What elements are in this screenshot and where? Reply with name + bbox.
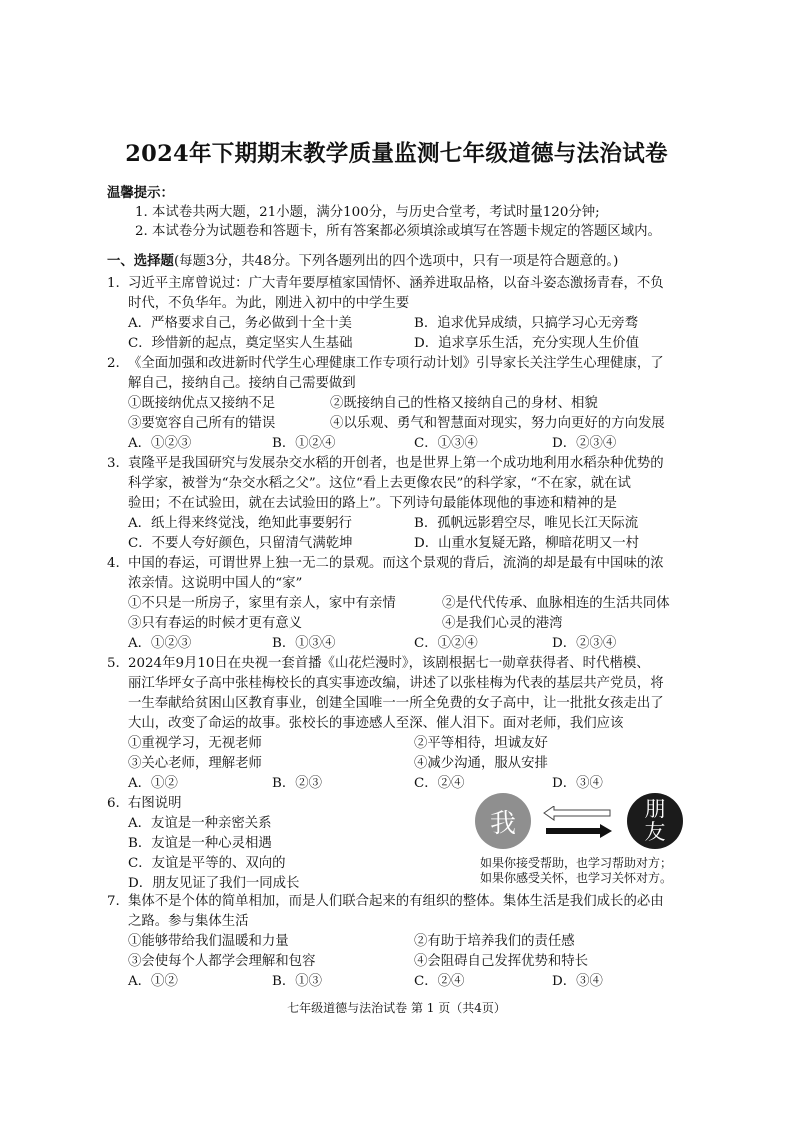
statement-item: ①不只是一所房子，家里有亲人，家中有亲情 — [128, 596, 396, 611]
question-number: 7. — [107, 894, 120, 909]
figure-caption: 如果你接受帮助，也学习帮助对方； — [480, 856, 673, 870]
option-b: B．①③④ — [272, 636, 336, 651]
friend-label-2: 友 — [644, 820, 666, 844]
option-a: A．①②③ — [128, 436, 192, 451]
me-circle — [475, 793, 531, 849]
question-stem: 时代，不负华年。为此，刚进入初中的中学生要 — [128, 296, 410, 311]
option-a: A．友谊是一种亲密关系 — [128, 816, 272, 831]
question-number: 4. — [107, 556, 120, 571]
option-b: B．①③ — [272, 974, 323, 989]
question-number: 5. — [107, 656, 120, 671]
statement-item: ②平等相待，坦诚友好 — [414, 736, 548, 751]
option-c: C．友谊是平等的、双向的 — [128, 856, 286, 871]
question-stem: 之路。参与集体生活 — [128, 914, 249, 929]
statement-item: ③关心老师，理解老师 — [128, 756, 262, 771]
section-header — [107, 255, 618, 268]
option-b: B．友谊是一种心灵相遇 — [128, 836, 272, 851]
option-d: D．③④ — [552, 974, 603, 989]
question-stem: 中国的春运，可谓世界上独一无二的景观。而这个景观的背后，流淌的却是最有中国味的浓 — [128, 556, 664, 571]
question-number: 2. — [107, 356, 120, 371]
option-d: D．②③④ — [552, 436, 617, 451]
statement-item: ①能够带给我们温暖和力量 — [128, 934, 289, 949]
question-stem: 科学家，被誉为“杂交水稻之父”。这位“看上去更像农民”的科学家，“不在家，就在试 — [128, 476, 631, 491]
question-stem: 解自己，接纳自己。接纳自己需要做到 — [128, 376, 356, 391]
option-a: A．①②③ — [128, 636, 192, 651]
option-d: D．追求享乐生活，充分实现人生价值 — [414, 336, 639, 351]
option-a: A．①② — [128, 776, 178, 791]
two-way-arrows — [542, 806, 614, 840]
question-stem: 丽江华坪女子高中张桂梅校长的真实事迹改编，讲述了以张桂梅为代表的基层共产党员，将 — [128, 676, 664, 691]
question-stem: 大山，改变了命运的故事。张校长的事迹感人至深、催人泪下。面对老师，我们应该 — [128, 716, 624, 731]
option-c: C．珍惜新的起点，奠定坚实人生基础 — [128, 336, 353, 351]
hollow-arrow-left-icon — [544, 806, 610, 820]
statement-item: ③要宽容自己所有的错误 — [128, 416, 276, 431]
question-stem: 袁隆平是我国研究与发展杂交水稻的开创者，也是世界上第一个成功地利用水稻杂种优势的 — [128, 456, 664, 471]
statement-item: ②既接纳自己的性格又接纳自己的身材、相貌 — [330, 396, 598, 411]
option-c: C．不要人夸好颜色，只留清气满乾坤 — [128, 536, 353, 551]
option-a: A．严格要求自己，务必做到十全十美 — [128, 316, 352, 331]
question-stem: 右图说明 — [128, 796, 182, 811]
tip-item: 2. 本试卷分为试题卷和答题卡，所有答案都必须填涂或填写在答题卡规定的答题区域内。 — [135, 224, 661, 239]
page-title: 2024年下期期末教学质量监测七年级道德与法治试卷 — [125, 141, 668, 167]
question-stem: 验田；不在试验田，就在去试验田的路上”。下列诗句最能体现他的事迹和精神的是 — [128, 496, 617, 511]
section-desc: (每题3分，共48分。下列各题列出的四个选项中，只有一项是符合题意的。) — [173, 254, 619, 269]
statement-item: ②有助于培养我们的责任感 — [414, 934, 575, 949]
question-stem: 一生奉献给贫困山区教育事业，创建全国唯一一所全免费的女子高中，让一批批女孩走出了 — [128, 696, 664, 711]
statement-item: ③只有春运的时候才更有意义 — [128, 616, 303, 631]
page-footer: 七年级道德与法治试卷 第 1 页（共4页） — [287, 1001, 506, 1015]
option-a: A．①② — [128, 974, 178, 989]
friend-label-1: 朋 — [644, 796, 666, 821]
friendship-figure — [470, 792, 695, 885]
option-c: C．②④ — [414, 974, 465, 989]
question-number: 1. — [107, 276, 120, 291]
statement-item: ④会阻碍自己发挥优势和特长 — [414, 954, 589, 969]
figure-caption: 如果你感受关怀，也学习关怀对方。 — [480, 871, 673, 885]
tip-item: 1. 本试卷共两大题，21小题，满分100分，与历史合堂考，考试时量120分钟; — [135, 205, 600, 220]
option-c: C．①②④ — [414, 636, 478, 651]
option-d: D．朋友见证了我们一同成长 — [128, 876, 300, 891]
statement-item: ①重视学习，无视老师 — [128, 736, 262, 751]
statement-item: ①既接纳优点又接纳不足 — [128, 396, 276, 411]
option-a: A．纸上得来终觉浅，绝知此事要躬行 — [128, 516, 352, 531]
statement-item: ④减少沟通，服从安排 — [414, 756, 548, 771]
option-d: D．③④ — [552, 776, 603, 791]
question-stem: 集体不是个体的简单相加，而是人们联合起来的有组织的整体。集体生活是我们成长的必由 — [128, 894, 664, 909]
option-d: D．②③④ — [552, 636, 617, 651]
option-c: C．①③④ — [414, 436, 478, 451]
solid-arrow-right-icon — [546, 824, 612, 838]
option-b: B．②③ — [272, 776, 323, 791]
statement-item: ④以乐观、勇气和智慧面对现实，努力向更好的方向发展 — [330, 416, 665, 431]
question-stem: 2024年9月10日在央视一套首播《山花烂漫时》，该剧根据七一勋章获得者、时代楷模、 — [128, 656, 650, 671]
friend-circle — [627, 793, 683, 849]
section-label: 一、选择题 — [107, 253, 174, 269]
option-c: C．②④ — [414, 776, 465, 791]
tips-heading: 温馨提示： — [107, 185, 174, 201]
option-d: D．山重水复疑无路，柳暗花明又一村 — [414, 536, 639, 551]
statement-item: ②是代代传承、血脉相连的生活共同体 — [442, 596, 670, 611]
question-stem: 习近平主席曾说过：广大青年要厚植家国情怀、涵养进取品格，以奋斗姿态激扬青春，不负 — [128, 276, 664, 291]
option-b: B．追求优异成绩，只搞学习心无旁骛 — [414, 316, 639, 331]
statement-item: ④是我们心灵的港湾 — [442, 616, 563, 631]
statement-item: ③会使每个人都学会理解和包容 — [128, 954, 316, 969]
option-b: B．孤帆远影碧空尽，唯见长江天际流 — [414, 516, 639, 531]
question-stem: 《全面加强和改进新时代学生心理健康工作专项行动计划》引导家长关注学生心理健康，了 — [128, 356, 664, 371]
question-stem: 浓亲情。这说明中国人的“家” — [128, 576, 303, 591]
question-number: 6. — [107, 796, 120, 811]
me-label: 我 — [489, 808, 516, 839]
question-number: 3. — [107, 456, 120, 471]
option-b: B．①②④ — [272, 436, 336, 451]
